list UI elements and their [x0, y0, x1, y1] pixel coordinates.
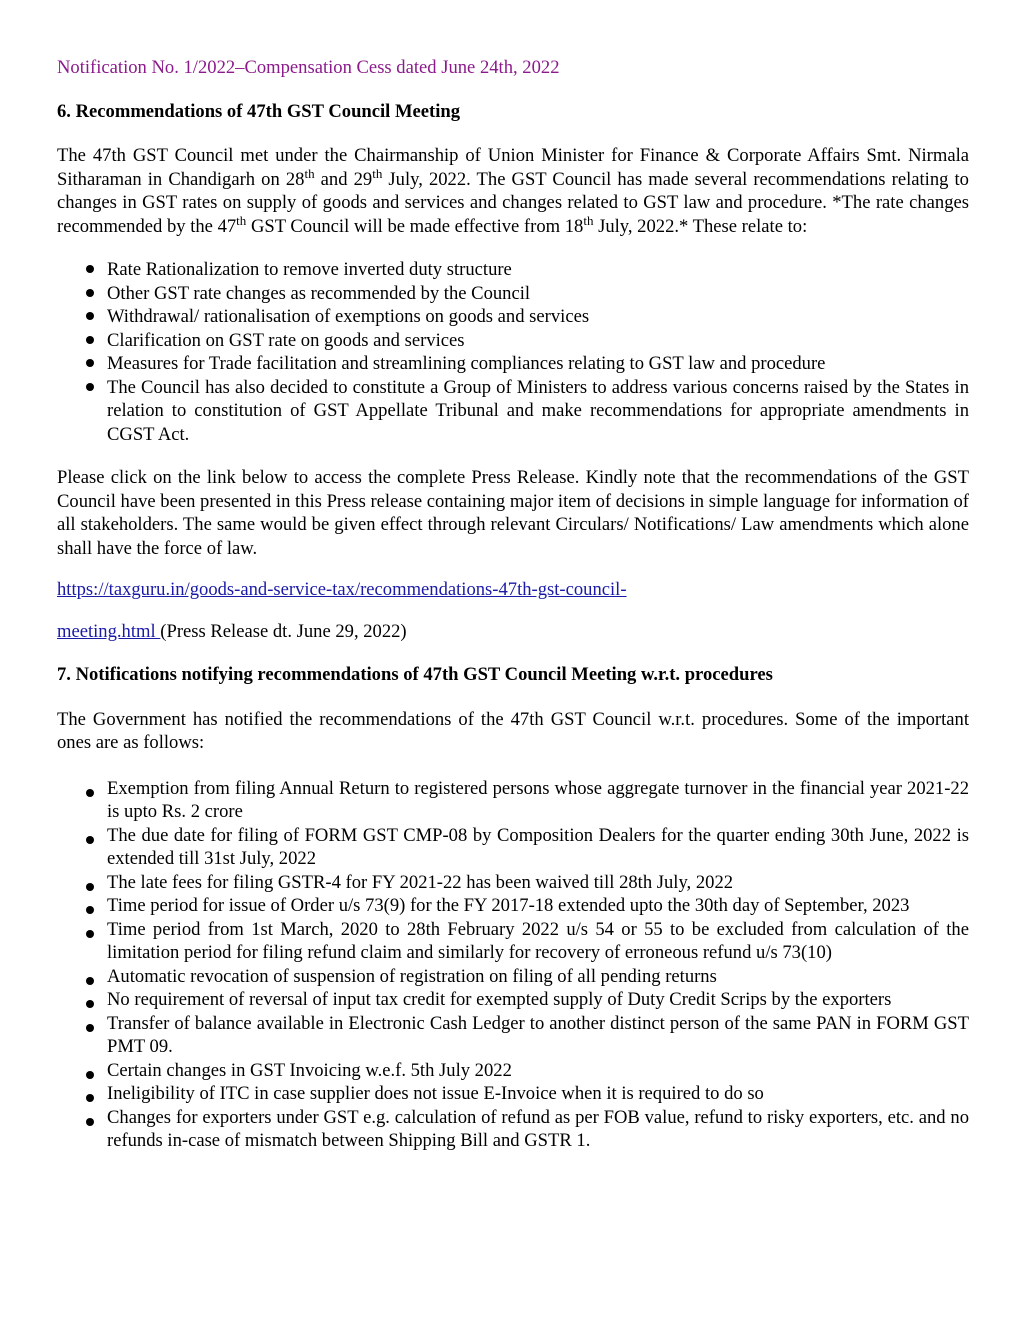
para-text: July, 2022. The GST Council has made several recommendations relating to changes in GST rates on supply of goods and services and changes related to GST law and procedure. *The rate changes recommended by the 47 [57, 168, 969, 237]
press-release-date-note: (Press Release dt. June 29, 2022) [160, 620, 407, 642]
list-item [57, 258, 969, 282]
bullet-icon [86, 312, 94, 320]
list-item-text: Exemption from filing Annual Return to registered persons whose aggregate turnover in the financial year 2021-22 is upto Rs. 2 crore [107, 777, 969, 822]
bullet-icon [86, 1094, 94, 1102]
bullet-icon [86, 1071, 94, 1079]
list-item-text: No requirement of reversal of input tax credit for exempted supply of Duty Credit Scrips by the exporters [107, 989, 892, 1010]
list-item-text: The Council has also decided to constitute a Group of Ministers to address various concerns raised by the States in relation to constitution of GST Appellate Tribunal and make recommendations for appropriate amendments in CGST Act. [107, 376, 969, 445]
bullet-icon [86, 789, 94, 797]
para-text: July, 2022.* These relate to: [593, 215, 808, 237]
press-release-link-line2 [57, 620, 969, 644]
list-item [57, 282, 969, 306]
list-item-text: Other GST rate changes as recommended by the Council [107, 282, 531, 304]
list-item-text: Measures for Trade facilitation and streamlining compliances relating to GST law and procedure [107, 353, 826, 374]
bullet-icon [86, 836, 94, 844]
list-item [57, 305, 969, 329]
list-item [57, 894, 969, 918]
press-release-link[interactable]: https://taxguru.in/goods-and-service-tax/recommendations-47th-gst-council- [57, 579, 627, 600]
press-release-link-continued[interactable]: meeting.html [57, 620, 161, 642]
bullet-icon [86, 265, 94, 273]
list-item-text: Certain changes in GST Invoicing w.e.f. 5th July 2022 [107, 1059, 512, 1081]
list-item-text: The due date for filing of FORM GST CMP-08 by Composition Dealers for the quarter ending 30th June, 2022 is extended till 31st July, 2022 [107, 824, 969, 869]
section-7-heading: 7. Notifications notifying recommendations of 47th GST Council Meeting w.r.t. procedures [57, 664, 773, 685]
list-item-text: The late fees for filing GSTR-4 for FY 2021-22 has been waived till 28th July, 2022 [107, 871, 734, 893]
bullet-icon [86, 1118, 94, 1126]
list-item-text: Rate Rationalization to remove inverted duty structure [107, 259, 512, 280]
list-item [57, 824, 969, 871]
section-6-list [57, 258, 969, 446]
list-item-text: Transfer of balance available in Electronic Cash Ledger to another distinct person of the same PAN in FORM GST PMT 09. [107, 1012, 969, 1057]
bullet-icon [86, 977, 94, 985]
bullet-icon [86, 359, 94, 367]
list-item [57, 352, 969, 376]
list-item [57, 1082, 969, 1106]
bullet-icon [86, 883, 94, 891]
list-item [57, 871, 969, 895]
list-item-text: Time period from 1st March, 2020 to 28th February 2022 u/s 54 or 55 to be excluded from calculation of the limitation period for filing refund claim and similarly for recovery of erroneous refund u/s 73(10) [107, 918, 969, 963]
list-item [57, 988, 969, 1012]
para-text: GST Council will be made effective from 18 [246, 215, 584, 237]
section-7-intro: The Government has notified the recommendations of the 47th GST Council w.r.t. procedures. Some of the important ones are as follows: [57, 708, 969, 753]
list-item [57, 1106, 969, 1153]
document-page [57, 56, 969, 1153]
superscript: th [372, 165, 383, 181]
list-item-text: Clarification on GST rate on goods and services [107, 329, 465, 351]
section-6-paragraph [57, 144, 969, 238]
superscript: th [304, 165, 315, 181]
list-item [57, 1059, 969, 1083]
bullet-icon [86, 336, 94, 344]
bullet-icon [86, 1024, 94, 1032]
para-text: The 47th GST Council met under the Chairmanship of Union Minister for Finance & Corporate Affairs Smt. Nirmala Sitharaman in Chandigarh on 28 [57, 145, 969, 190]
list-item-text: Changes for exporters under GST e.g. calculation of refund as per FOB value, refund to risky exporters, etc. and no refunds in-case of mismatch between Shipping Bill and GSTR 1. [107, 1106, 969, 1151]
section-7-list [57, 777, 969, 1153]
bullet-icon [86, 906, 94, 914]
list-item [57, 777, 969, 824]
press-release-link-line1 [57, 578, 969, 602]
bullet-icon [86, 1000, 94, 1008]
bullet-icon [86, 289, 94, 297]
press-release-paragraph: Please click on the link below to access the complete Press Release. Kindly note that the recommendations of the GST Council have been presented in this Press release containing major item of decisions in simple language for information of all stakeholders. The same would be given effect through relevant Circulars/ Notifications/ Law amendments which alone shall have the force of law. [57, 467, 969, 559]
list-item-text: Withdrawal/ rationalisation of exemptions on goods and services [107, 306, 590, 327]
bullet-icon [86, 930, 94, 938]
bullet-icon [86, 383, 94, 391]
notification-link[interactable]: Notification No. 1/2022–Compensation Cess dated June 24th, 2022 [57, 57, 560, 78]
list-item [57, 329, 969, 353]
superscript: th [236, 212, 247, 228]
list-item-text: Automatic revocation of suspension of registration on filing of all pending returns [107, 965, 717, 987]
superscript: th [583, 212, 594, 228]
list-item-text: Ineligibility of ITC in case supplier does not issue E-Invoice when it is required to do so [107, 1083, 764, 1104]
para-text: and 29 [314, 168, 373, 190]
list-item-text: Time period for issue of Order u/s 73(9) for the FY 2017-18 extended upto the 30th day of September, 2023 [107, 895, 910, 916]
list-item [57, 918, 969, 965]
list-item [57, 1012, 969, 1059]
section-6-heading: 6. Recommendations of 47th GST Council Meeting [57, 100, 461, 122]
list-item [57, 965, 969, 989]
list-item [57, 376, 969, 447]
